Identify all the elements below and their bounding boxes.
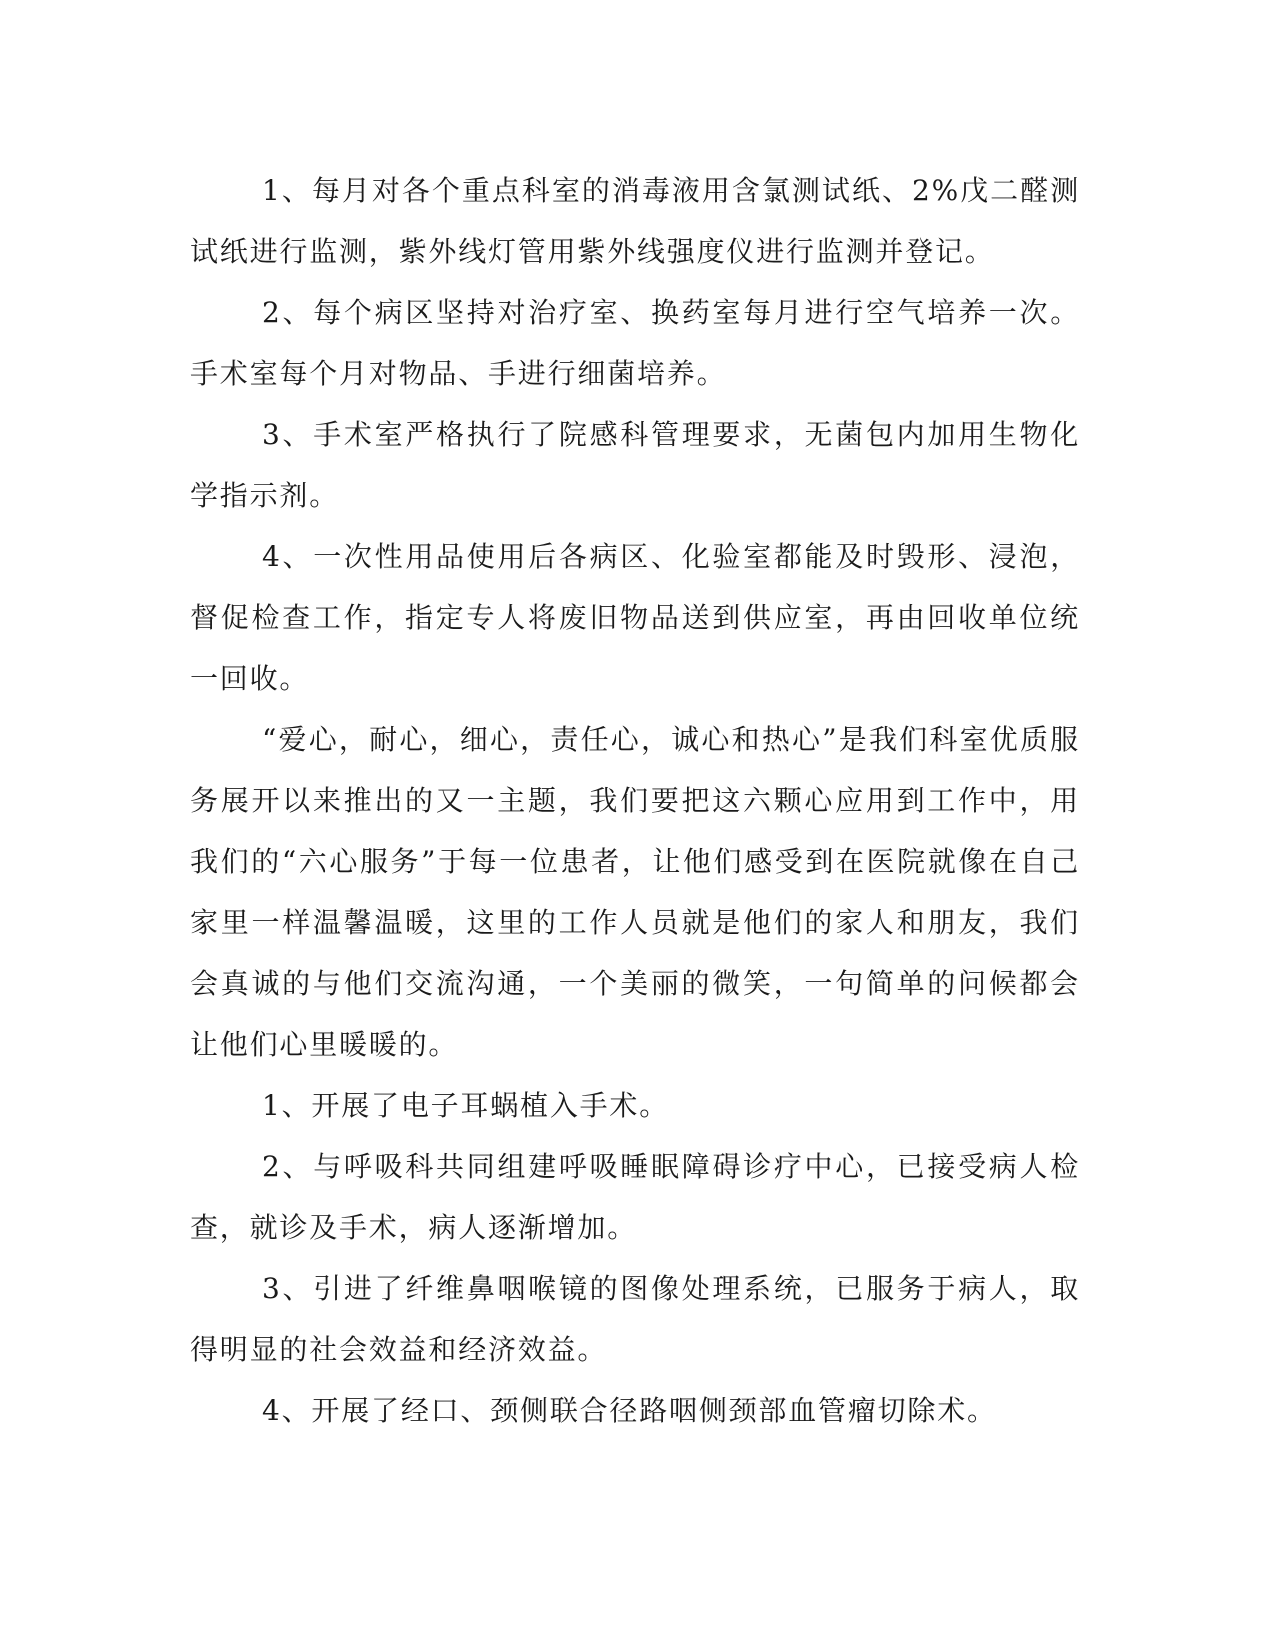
paragraph-operating-room-indicator: 3、手术室严格执行了院感科管理要求，无菌包内加用生物化学指示剂。	[190, 418, 1080, 512]
document-body	[190, 160, 1080, 1441]
paragraph-hemangioma-surgery: 4、开展了经口、颈侧联合径路咽侧颈部血管瘤切除术。	[262, 1394, 997, 1427]
paragraph-six-hearts-service: “爱心，耐心，细心，责任心，诚心和热心”是我们科室优质服务展开以来推出的又一主题，我们要把这六颗心应用到工作中，用我们的“六心服务”于每一位患者，让他们感受到在医院就像在自己家里一样温馨温暖，这里的工作人员就是他们的家人和朋友，我们会真诚的与他们交流沟通，一个美丽的微笑，一句简单的问候都会让他们心里暖暖的。	[190, 723, 1080, 1061]
paragraph-sleep-center: 2、与呼吸科共同组建呼吸睡眠障碍诊疗中心，已接受病人检查，就诊及手术，病人逐渐增加。	[190, 1150, 1080, 1244]
paragraph-disinfection-monitoring: 1、每月对各个重点科室的消毒液用含氯测试纸、2%戊二醛测试纸进行监测，紫外线灯管用紫外线强度仪进行监测并登记。	[190, 174, 1080, 268]
paragraph-disposable-items: 4、一次性用品使用后各病区、化验室都能及时毁形、浸泡，督促检查工作，指定专人将废旧物品送到供应室，再由回收单位统一回收。	[190, 540, 1080, 695]
paragraph-air-culture: 2、每个病区坚持对治疗室、换药室每月进行空气培养一次。手术室每个月对物品、手进行细菌培养。	[190, 296, 1080, 390]
paragraph-endoscope-system: 3、引进了纤维鼻咽喉镜的图像处理系统，已服务于病人，取得明显的社会效益和经济效益。	[190, 1272, 1080, 1366]
paragraph-cochlear-implant: 1、开展了电子耳蜗植入手术。	[262, 1089, 670, 1122]
